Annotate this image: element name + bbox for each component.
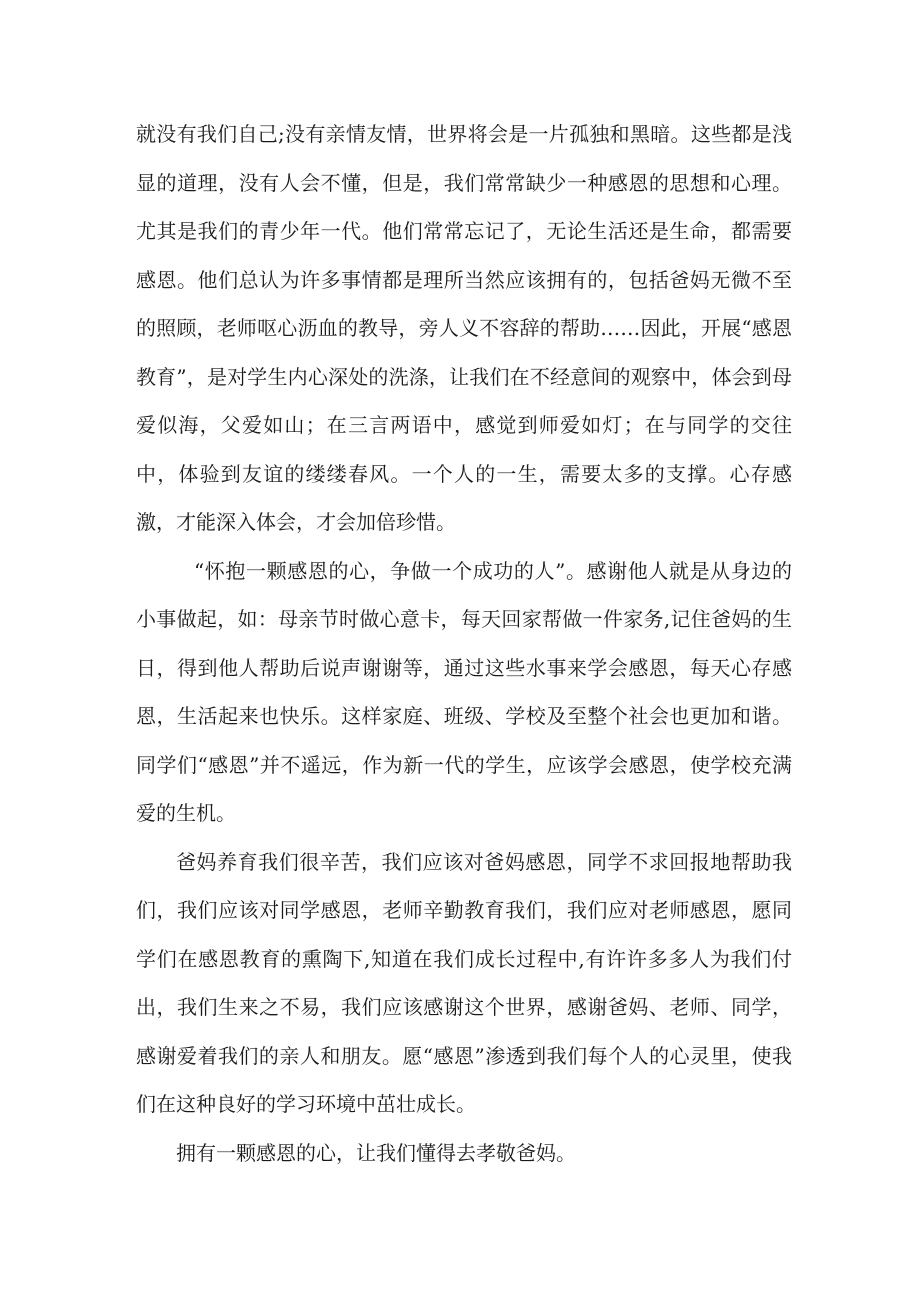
paragraph-1: 就没有我们自己;没有亲情友情，世界将会是一片孤独和黑暗。这些都是浅显的道理，没有人会不懂，但是，我们常常缺少一种感恩的思想和心理。尤其是我们的青少年一代。他们常常忘记了，无论生活还是生命，都需要感恩。他们总认为许多事情都是理所当然应该拥有的，包括爸妈无微不至的照顾，老师呕心沥血的教导，旁人义不容辞的帮助……因此，开展“感恩教育”，是对学生内心深处的洗涤，让我们在不经意间的观察中，体会到母爱似海，父爱如山；在三言两语中，感觉到师爱如灯；在与同学的交往中，体验到友谊的缕缕春风。一个人的一生，需要太多的支撑。心存感激，才能深入体会，才会加倍珍惜。 <box>136 122 792 534</box>
paragraph-2: “怀抱一颗感恩的心，争做一个成功的人”。感谢他人就是从身边的小事做起，如：母亲节时做心意卡，每天回家帮做一件家务,记住爸妈的生日，得到他人帮助后说声谢谢等，通过这些水事来学会感恩，每天心存感恩，生活起来也快乐。这样家庭、班级、学校及至整个社会也更加和谐。同学们“感恩”并不遥远，作为新一代的学生，应该学会感恩，使学校充满爱的生机。 <box>136 558 792 825</box>
paragraph-4: 拥有一颗感恩的心，让我们懂得去孝敬爸妈。 <box>176 1140 576 1165</box>
document-body <box>136 110 792 1177</box>
paragraph-3: 爸妈养育我们很辛苦，我们应该对爸妈感恩，同学不求回报地帮助我们，我们应该对同学感恩，老师辛勤教育我们，我们应对老师感恩，愿同学们在感恩教育的熏陶下,知道在我们成长过程中,有许许多多人为我们付出，我们生来之不易，我们应该感谢这个世界，感谢爸妈、老师、同学，感谢爱着我们的亲人和朋友。愿“感恩”渗透到我们每个人的心灵里，使我们在这种良好的学习环境中茁壮成长。 <box>136 849 792 1116</box>
